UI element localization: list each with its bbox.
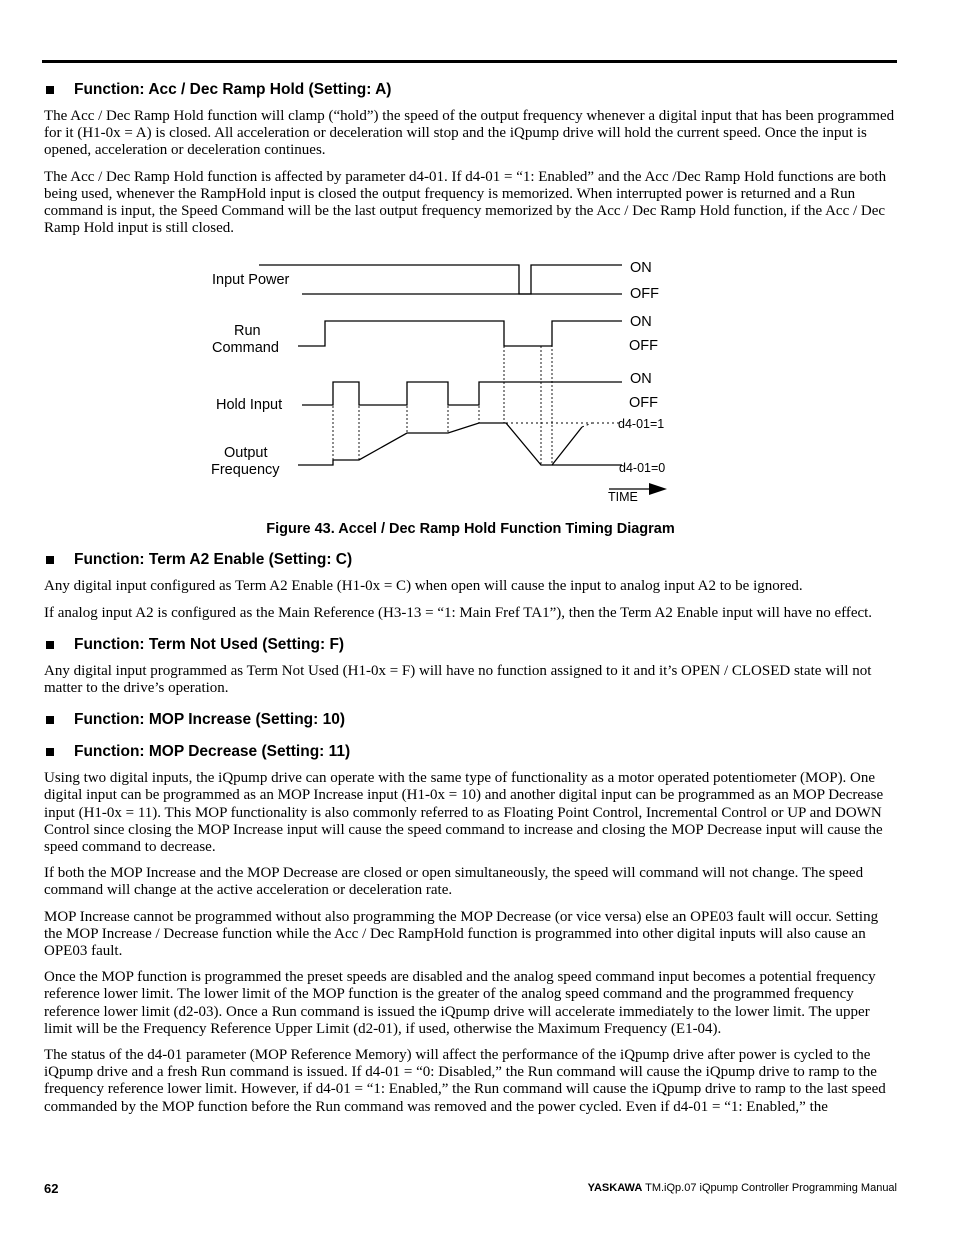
run-command-off-label: OFF — [629, 338, 658, 355]
paragraph: The status of the d4-01 parameter (MOP Reference Memory) will affect the performance of the iQpump drive after power is cycled to the iQpump drive and a fresh Run command is issued. If d4-01 = “0: Disabled,” the Run command will cause the iQpump drive to ramp to the frequency reference lower limit. However, if d4-01 = “1: Enabled,” the Run command will cause the iQpump drive to ramp to the last speed commanded by the MOP function before the Run command was removed and the power cycled. Even if d4-01 = “1: Enabled,” the — [44, 1047, 886, 1115]
section-heading-term-a2 — [44, 551, 897, 569]
brand-name: YASKAWA — [587, 1182, 643, 1194]
manual-title — [588, 1182, 897, 1194]
heading-text: Function: MOP Increase (Setting: 10) — [74, 711, 346, 729]
d4-01-1-dashed-line — [582, 423, 592, 427]
section-heading-mop-increase — [44, 711, 897, 729]
paragraph: If analog input A2 is configured as the Main Reference (H3-13 = “1: Main Fref TA1”), then the Term A2 Enable input will have no effect. — [44, 604, 873, 621]
d4-01-0-label: d4-01=0 — [619, 461, 666, 476]
manual-title-text: TM.iQp.07 iQpump Controller Programming Manual — [642, 1182, 897, 1194]
label-input-power: Input Power — [212, 272, 290, 289]
time-arrow-icon — [649, 483, 667, 495]
d4-01-1-label: d4-01=1 — [618, 417, 665, 432]
heading-text: Function: Acc / Dec Ramp Hold (Setting: A) — [74, 81, 392, 98]
label-hold-input: Hold Input — [216, 397, 283, 414]
hold-input-on-label: ON — [630, 371, 652, 388]
section-heading-term-not-used — [44, 636, 897, 654]
paragraph: The Acc / Dec Ramp Hold function will clamp (“hold”) the speed of the output frequency whenever a digital input that has been programmed for it (H1-0x = A) is closed. All acceleration or deceleration will stop and the iQpump drive will hold the current speed. Once the input is opened, acceleration or deceleration continues. — [44, 108, 895, 159]
label-run-command-line2: Command — [212, 340, 279, 357]
section-heading-ramp-hold — [44, 81, 897, 99]
paragraph: The Acc / Dec Ramp Hold function is affected by parameter d4-01. If d4-01 = “1: Enabled” and the Acc /Dec Ramp Hold functions are both being used, whenever the RampHold input is closed the output frequency is memorized. When interrupted power is returned and a Run command is input, the Speed Command will be the last output frequency memorized by the Acc / Dec Ramp Hold function, if the Acc / Dec Ramp Hold input is still closed. — [44, 168, 887, 237]
paragraph: Any digital input programmed as Term Not Used (H1-0x = F) will have no function assigned to it and it’s OPEN / CLOSED state will not matter to the drive’s operation. — [44, 662, 872, 697]
square-bullet-icon — [46, 86, 54, 94]
input-power-on-label: ON — [630, 260, 652, 277]
page-content — [44, 78, 897, 1116]
paragraph: Using two digital inputs, the iQpump drive can operate with the same type of functionality as a motor operated potentiometer (MOP). One digital input can be programmed as an MOP Increase input (H1-0x = 10) and another digital input can be programmed as an MOP Decrease input (H1-0x = 11). This MOP functionality is also commonly referred to as Floating Point Control, Incremental Control or UP and DOWN Control since closing the MOP Increase input will cause the speed command to increase and closing the MOP Decrease input will cause the speed command to decrease. — [44, 770, 884, 856]
figure-caption: Figure 43. Accel / Dec Ramp Hold Function Timing Diagram — [266, 521, 675, 538]
output-frequency-signal — [298, 423, 582, 465]
label-output-line2: Frequency — [211, 462, 280, 479]
run-command-on-label: ON — [630, 314, 652, 331]
hold-input-off-label: OFF — [629, 395, 658, 412]
run-command-signal — [298, 321, 622, 346]
square-bullet-icon — [46, 556, 54, 564]
timing-diagram — [44, 251, 897, 511]
square-bullet-icon — [46, 716, 54, 724]
input-power-off-label: OFF — [630, 286, 659, 303]
time-label: TIME — [608, 490, 638, 505]
heading-text: Function: MOP Decrease (Setting: 11) — [74, 743, 351, 761]
paragraph: Any digital input configured as Term A2 Enable (H1-0x = C) when open will cause the input to analog input A2 to be ignored. — [44, 578, 803, 595]
page-number: 62 — [44, 1181, 59, 1196]
paragraph: Once the MOP function is programmed the preset speeds are disabled and the analog speed command input becomes a potential frequency reference lower limit. The lower limit of the MOP function is the greater of the analog speed command and the programmed frequency reference lower limit (d2-03). Once a Run command is issued the iQpump drive will accelerate immediately to the lower limit. The upper limit will be the Frequency Reference Upper Limit (d2-01), if used, otherwise the Maximum Frequency (E1-04). — [44, 969, 876, 1037]
section-heading-mop-decrease — [44, 743, 897, 761]
square-bullet-icon — [46, 748, 54, 756]
heading-text: Function: Term A2 Enable (Setting: C) — [74, 551, 353, 569]
paragraph: MOP Increase cannot be programmed without also programming the MOP Decrease (or vice versa) else an OPE03 fault will occur. Setting the MOP Increase / Decrease function while the Acc / Dec RampHold function is programmed into other digital inputs will also cause an OPE03 fault. — [44, 908, 879, 960]
paragraph: If both the MOP Increase and the MOP Decrease are closed or open simultaneously, the speed will command will not change. The speed command will change at the active acceleration or deceleration rate. — [44, 865, 864, 899]
timing-diagram-figure — [44, 251, 897, 541]
heading-text: Function: Term Not Used (Setting: F) — [74, 635, 345, 653]
top-rule — [42, 60, 897, 63]
input-power-signal-line — [259, 265, 622, 294]
hold-input-signal — [302, 382, 622, 405]
label-output-line1: Output — [224, 445, 268, 462]
square-bullet-icon — [46, 641, 54, 649]
label-run-command-line1: Run — [234, 323, 261, 340]
